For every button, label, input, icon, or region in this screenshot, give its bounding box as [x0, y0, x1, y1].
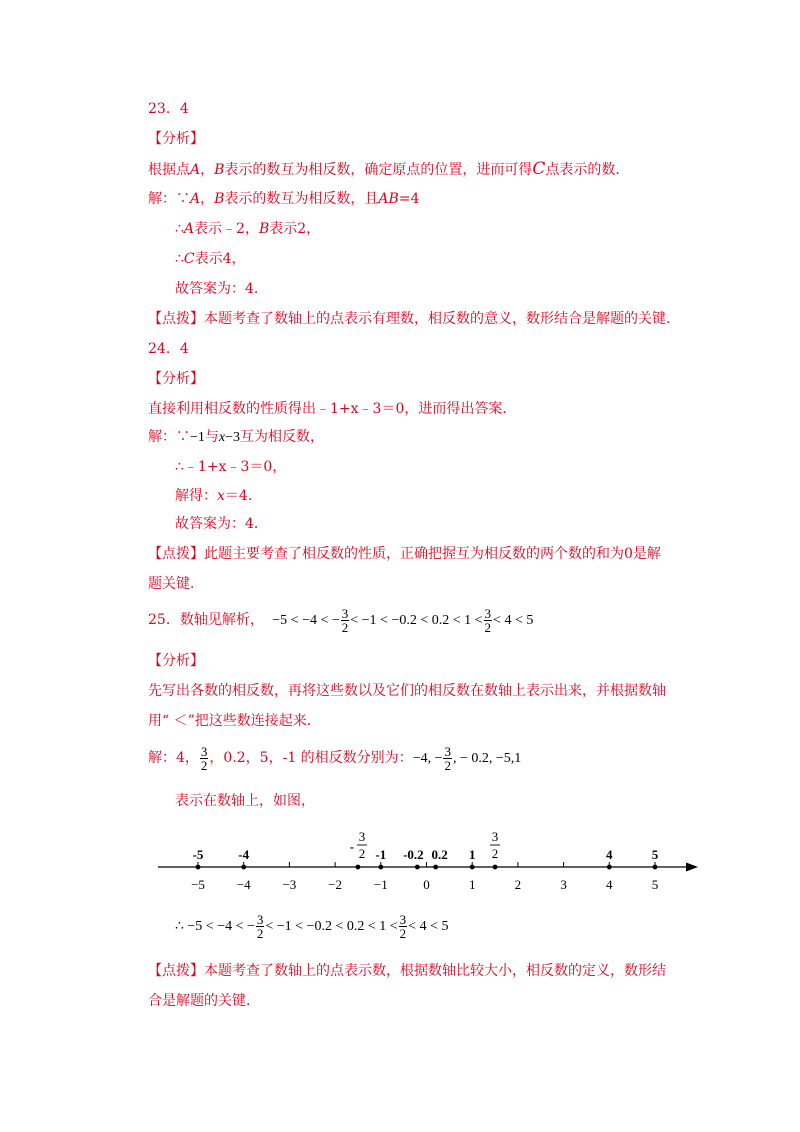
number-line-point	[196, 865, 201, 870]
q25-final-frac-1: $\frac{3}{2}$	[256, 911, 264, 941]
number-line-point-label: -4	[238, 847, 250, 862]
q25-solution: 解：4， $\frac{3}{2}$ ，0.2，5，-1 的相反数分别为：−4, − $\frac{3}{2}$ , − 0.2, −5,1	[148, 743, 522, 773]
number-line-point	[433, 865, 438, 870]
q25-frac-2: $\frac{3}{2}$	[484, 605, 492, 635]
number-line-tick-label: 2	[514, 877, 522, 892]
number-line-point-label: 4	[606, 847, 613, 862]
q24-step2: 解得：x＝4．	[175, 488, 262, 504]
q25-tip-line2: 合是解题的关键．	[148, 993, 260, 1009]
q23-title: 23．4	[148, 101, 189, 117]
q25-sol-frac: $\frac{3}{2}$	[200, 743, 208, 773]
q24-solution: 解：∵−1与x−3互为相反数，	[148, 429, 325, 445]
q25-tip-line1: 【点拨】本题考查了数轴上的点表示数，根据数轴比较大小，相反数的定义，数形结	[148, 963, 666, 979]
number-line-point	[241, 865, 246, 870]
number-line-tick-label: 3	[560, 877, 567, 892]
number-line-point-label: -	[349, 839, 355, 854]
number-line-tick-label: 1	[468, 877, 476, 892]
number-line-point-label: -1	[375, 847, 387, 862]
number-line-point	[470, 865, 475, 870]
number-line-point	[415, 865, 420, 870]
q23-step2: ∴C表示4，	[175, 251, 246, 267]
number-line-point-frac-num: 3	[491, 829, 499, 844]
number-line-point	[607, 865, 612, 870]
q23-step3: 故答案为：4．	[175, 281, 268, 297]
q25-show-text: 表示在数轴上，如图，	[175, 793, 315, 809]
number-line-point-frac-den: 2	[491, 846, 499, 861]
q25-analysis-label: 【分析】	[148, 653, 204, 669]
number-line-point-label: 5	[651, 847, 659, 862]
number-line-point-label: -0.2	[403, 847, 424, 862]
q24-step1: ∴﹣1+x﹣3＝0，	[175, 459, 287, 475]
q25-frac-1: $\frac{3}{2}$	[341, 605, 349, 635]
q25-analysis-line1: 先写出各数的相反数，再将这些数以及它们的相反数在数轴上表示出来，并根据数轴	[148, 683, 666, 699]
number-line-point-label: -5	[192, 847, 204, 862]
number-line-point-frac-num: 3	[358, 829, 366, 844]
q23-analysis-label: 【分析】	[148, 131, 204, 147]
number-line-point	[356, 865, 361, 870]
q23-solution: 解：∵A，B表示的数互为相反数，且AB=4	[148, 191, 420, 207]
q23-step1: ∴A表示﹣2，B表示2，	[175, 221, 321, 237]
number-line-point-frac-den: 2	[358, 846, 366, 861]
q25-analysis-line2: 用“ ＜”把这些数连接起来．	[148, 713, 321, 729]
number-line-tick-label: −2	[328, 877, 343, 892]
number-line-point	[378, 865, 383, 870]
number-line-tick-label: 0	[423, 877, 430, 892]
q25-final-frac-2: $\frac{3}{2}$	[399, 911, 407, 941]
number-line-arrow	[686, 863, 698, 872]
q23-tip: 【点拨】本题考查了数轴上的点表示有理数，相反数的意义，数形结合是解题的关键．	[148, 311, 680, 327]
number-line-point	[493, 865, 498, 870]
q25-final: ∴ −5 < −4 < − $\frac{3}{2}$ < −1 < −0.2 < 0.2 < 1 < $\frac{3}{2}$ < 4 < 5	[175, 911, 449, 941]
number-line-point	[653, 865, 658, 870]
number-line-point-label: 0.2	[431, 847, 448, 862]
number-line-tick-label: −4	[236, 877, 251, 892]
number-line-tick-label: −5	[191, 877, 205, 892]
q24-analysis-label: 【分析】	[148, 371, 204, 387]
q24-analysis-text: 直接利用相反数的性质得出﹣1+x﹣3＝0，进而得出答案．	[148, 401, 517, 417]
q23-analysis-text: 根据点A，B表示的数互为相反数，确定原点的位置，进而可得C点表示的数．	[148, 159, 630, 179]
number-line-tick-label: 4	[606, 877, 613, 892]
q25-title: 25．数轴见解析， −5 < −4 < − $\frac{3}{2}$ < −1 < −0.2 < 0.2 < 1 < $\frac{3}{2}$ < 4 < 5	[148, 605, 534, 635]
number-line-tick-label: 5	[651, 877, 659, 892]
q25-sol-ans-frac: $\frac{3}{2}$	[444, 743, 451, 773]
number-line-tick-label: −3	[282, 877, 297, 892]
number-line	[0, 825, 800, 905]
number-line-tick-label: −1	[373, 877, 388, 892]
number-line-point-label: 1	[468, 847, 476, 862]
q24-tip-line2: 题关键．	[148, 576, 204, 592]
q24-tip-line1: 【点拨】此题主要考查了相反数的性质，正确把握互为相反数的两个数的和为0是解	[148, 546, 661, 562]
q24-title: 24．4	[148, 341, 189, 357]
q24-step3: 故答案为：4．	[175, 516, 268, 532]
